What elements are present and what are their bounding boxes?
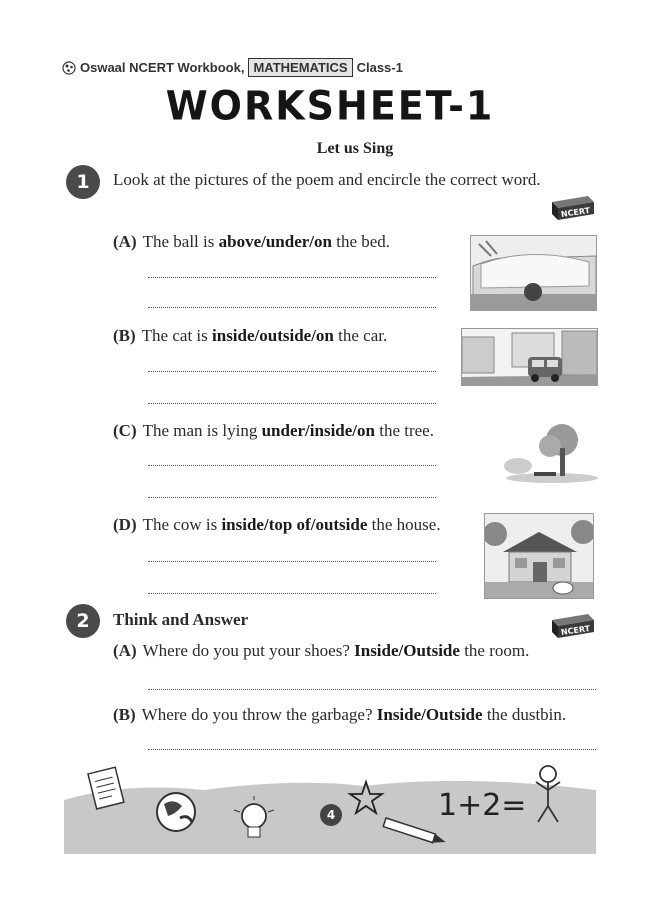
q2-b-options[interactable]: Inside/Outside	[376, 705, 483, 724]
book-name: Oswaal NCERT Workbook,	[80, 60, 245, 75]
answer-line[interactable]	[148, 689, 596, 690]
class-label: Class-1	[356, 60, 403, 75]
answer-line[interactable]	[148, 497, 436, 498]
q2-a-options[interactable]: Inside/Outside	[354, 641, 460, 660]
book-header	[62, 58, 403, 77]
house-cow-picture	[484, 513, 594, 599]
answer-line[interactable]	[148, 277, 436, 278]
man-under-tree-picture	[500, 420, 598, 484]
q1-d-options[interactable]: inside/top of/outside	[221, 515, 368, 534]
q1-b-options[interactable]: inside/outside/on	[212, 326, 334, 345]
ncert-book-icon	[548, 194, 596, 222]
math-equation-doodle: 1+2=	[438, 788, 527, 823]
q1-item-d: (D) The cow is inside/top of/outside the house.	[113, 515, 441, 534]
answer-line[interactable]	[148, 593, 436, 594]
question-1-number: 1	[66, 165, 100, 199]
ncert-badge-text: NCERT	[560, 205, 591, 219]
worksheet-title: WORKSHEET-1	[165, 82, 495, 130]
question-2-text: Think and Answer	[113, 610, 249, 629]
subject-badge: MATHEMATICS	[248, 58, 352, 77]
answer-line[interactable]	[148, 307, 436, 308]
question-1-text: Look at the pictures of the poem and encircle the correct word.	[113, 170, 541, 189]
q2-item-b: (B) Where do you throw the garbage? Inside/Outside the dustbin.	[113, 705, 567, 724]
q1-item-a: (A) The ball is above/under/on the bed.	[113, 232, 391, 251]
answer-line[interactable]	[148, 465, 436, 466]
globe-icon	[157, 793, 195, 831]
bed-ball-picture	[470, 235, 597, 311]
oswaal-logo-icon	[62, 61, 76, 75]
q1-c-options[interactable]: under/inside/on	[261, 421, 375, 440]
page-number: 4	[320, 804, 342, 826]
answer-line[interactable]	[148, 749, 596, 750]
street-car-picture	[461, 328, 598, 386]
question-2-number: 2	[66, 604, 100, 638]
section-subtitle: Let us Sing	[316, 140, 394, 157]
answer-line[interactable]	[148, 561, 436, 562]
q1-item-c: (C) The man is lying under/inside/on the tree.	[113, 421, 434, 440]
ncert-book-icon	[548, 612, 596, 640]
q2-item-a: (A) Where do you put your shoes? Inside/Outside the room.	[113, 641, 530, 660]
answer-line[interactable]	[148, 403, 436, 404]
q1-a-options[interactable]: above/under/on	[218, 232, 332, 251]
answer-line[interactable]	[148, 371, 436, 372]
q1-item-b: (B) The cat is inside/outside/on the car.	[113, 326, 388, 345]
ncert-badge-text: NCERT	[560, 623, 591, 637]
